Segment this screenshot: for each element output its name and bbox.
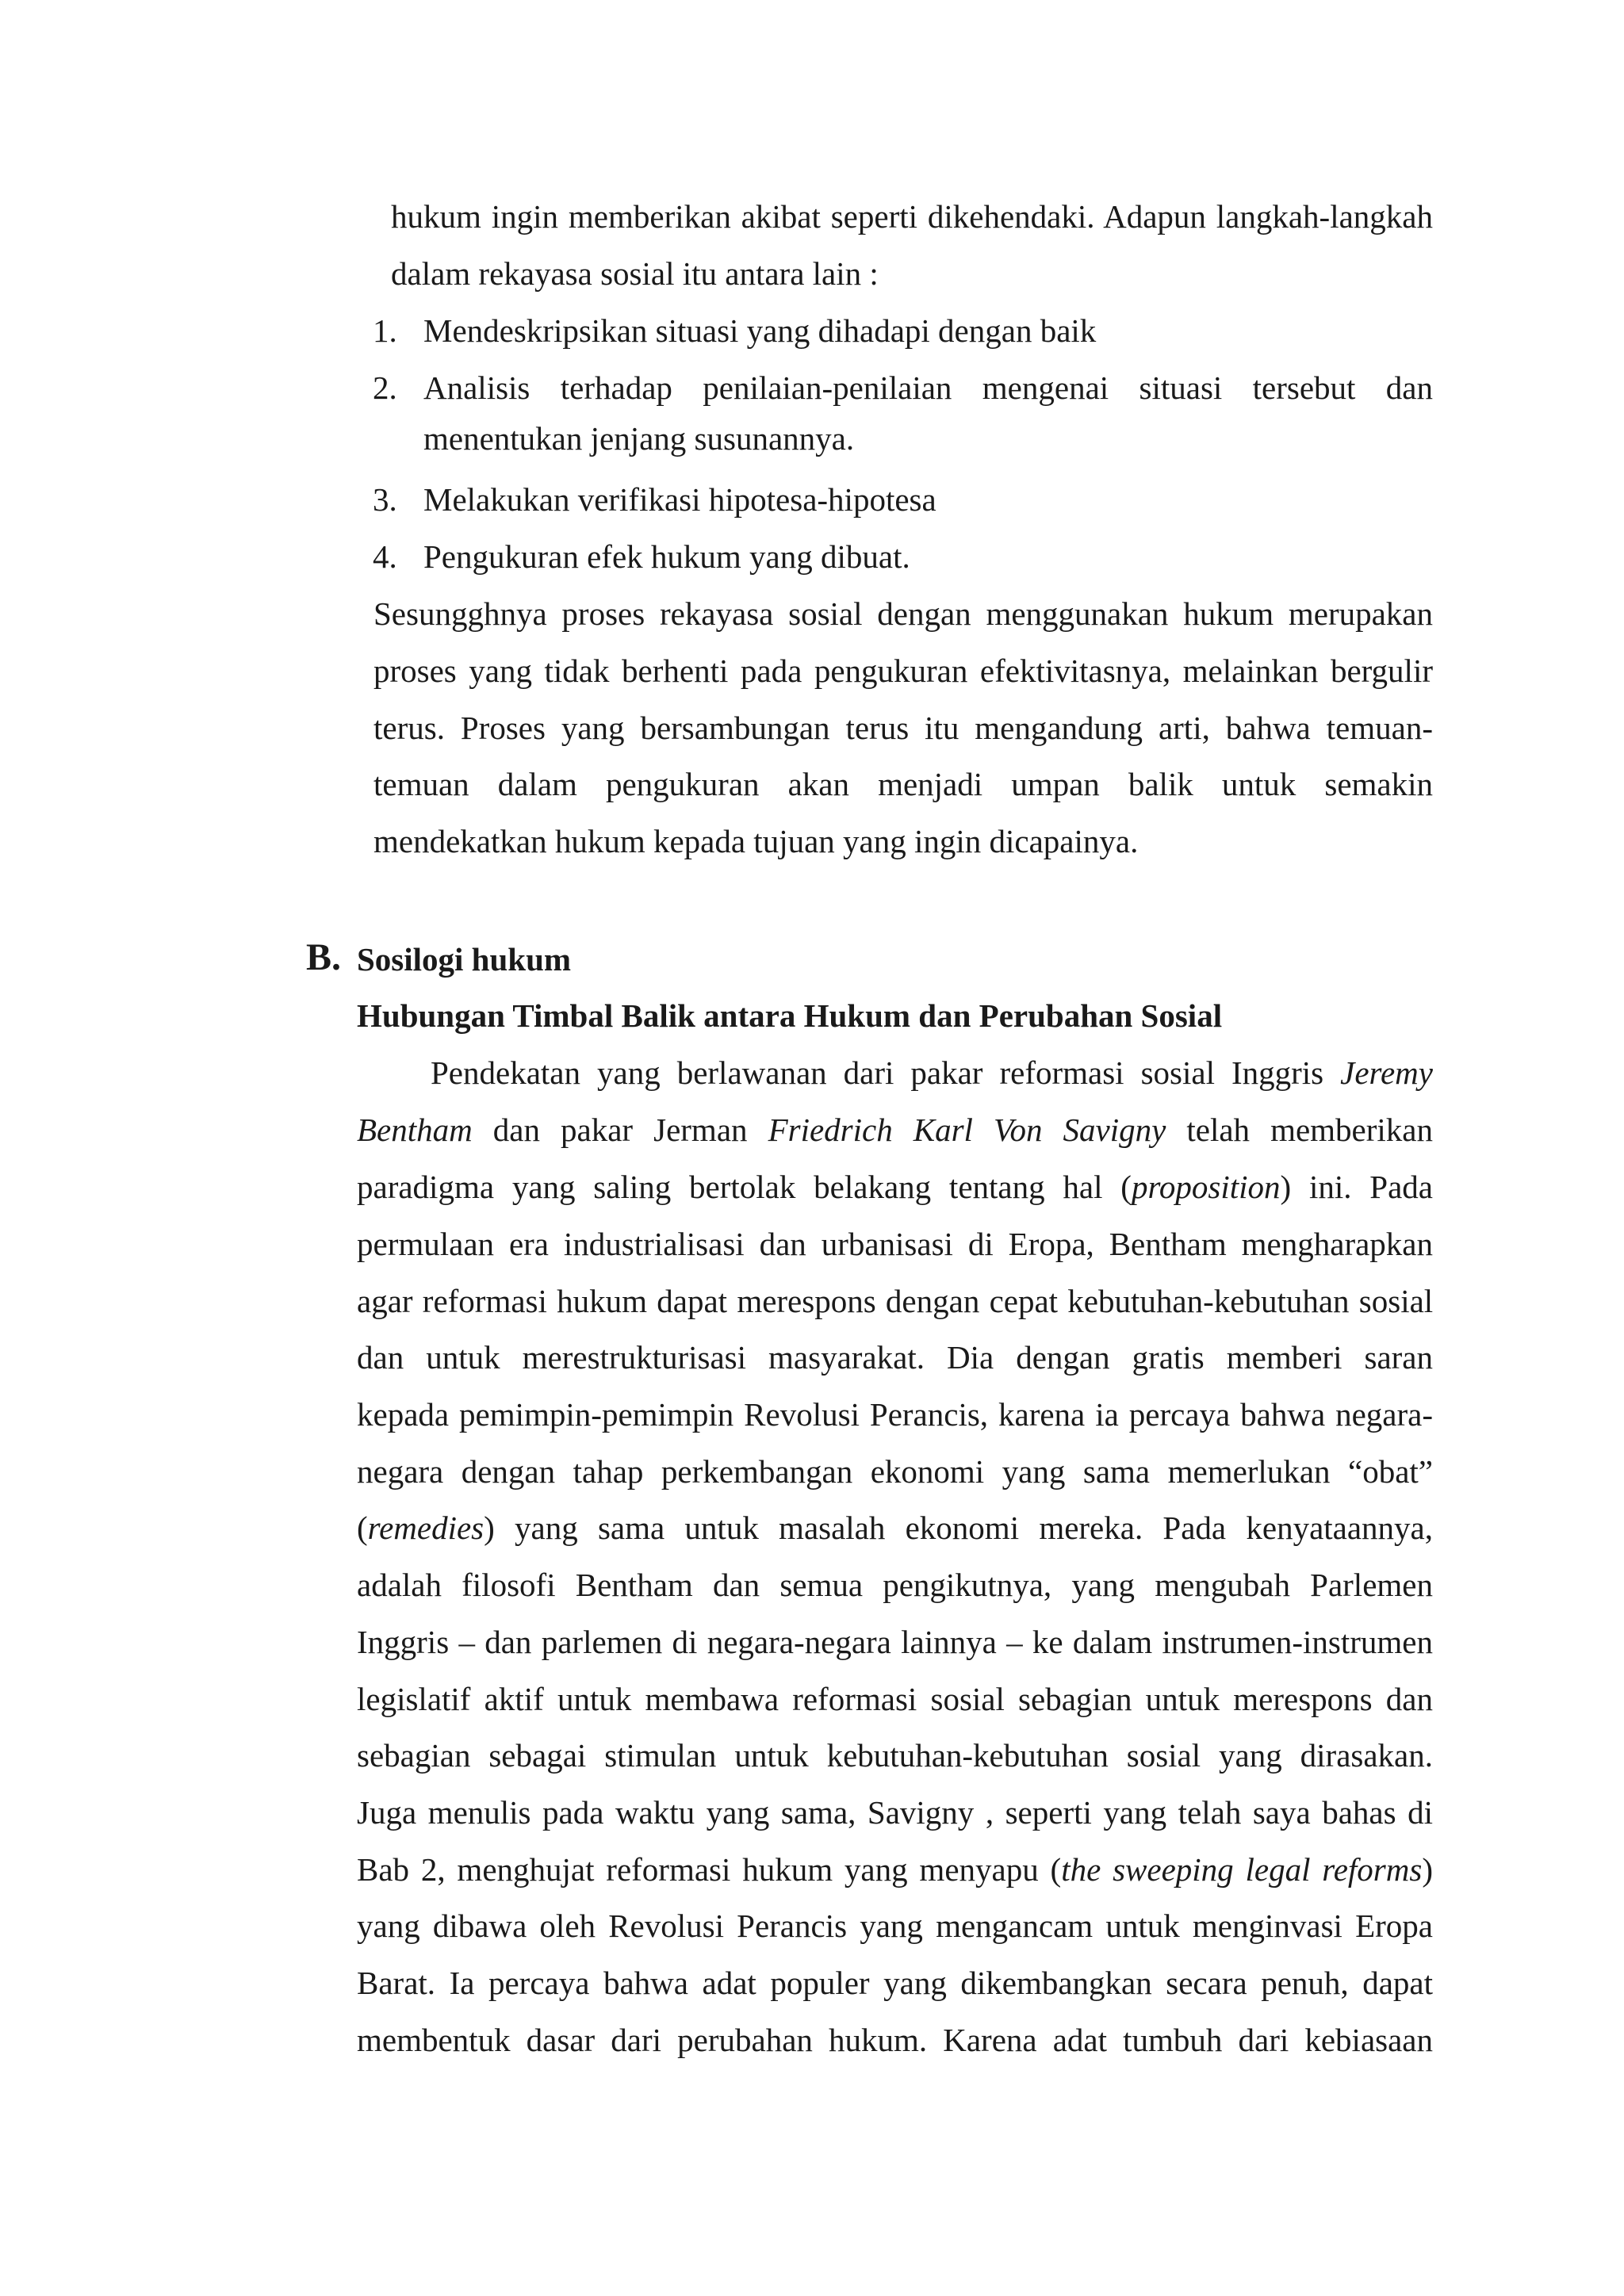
intro-line-2: dalam rekayasa sosial itu antara lain : [391,255,879,292]
body-line-13: sebagian sebagai stimulan untuk kebutuhan-kebutuhan sosial yang dirasakan. [357,1737,1433,1774]
body-line-14: Juga menulis pada waktu yang sama, Savigny , seperti yang telah saya bahas di [357,1794,1433,1831]
body-line-7: kepada pemimpin-pemimpin Revolusi Perancis, karena ia percaya bahwa negara- [357,1396,1433,1433]
body-line-3: paradigma yang saling bertolak belakang tentang hal (proposition) ini. Pada [357,1169,1433,1205]
step-text-1: Mendeskripsikan situasi yang dihadapi dengan baik [423,312,1097,349]
summary-line-2: proses yang tidak berhenti pada pengukuran efektivitasnya, melainkan bergulir [373,652,1433,689]
body-line-15: Bab 2, menghujat reformasi hukum yang menyapu (the sweeping legal reforms) [357,1851,1433,1888]
body-line-1: Pendekatan yang berlawanan dari pakar reformasi sosial Inggris Jeremy [431,1054,1433,1091]
body-line-2: Bentham dan pakar Jerman Friedrich Karl Von Savigny telah memberikan [357,1112,1433,1148]
step-number-4: 4. [373,538,397,575]
step-number-1: 1. [373,312,397,349]
section-title: Sosilogi hukum [357,941,572,978]
body-line-16: yang dibawa oleh Revolusi Perancis yang mengancam untuk menginvasi Eropa [357,1908,1433,1944]
step-text-4: Pengukuran efek hukum yang dibuat. [423,538,910,575]
body-line-4: permulaan era industrialisasi dan urbanisasi di Eropa, Bentham mengharapkan [357,1226,1433,1262]
body-line-18: membentuk dasar dari perubahan hukum. Karena adat tumbuh dari kebiasaan [357,2022,1433,2058]
body-line-12: legislatif aktif untuk membawa reformasi sosial sebagian untuk merespons dan [357,1681,1433,1717]
body-line-8: negara dengan tahap perkembangan ekonomi yang sama memerlukan “obat” [357,1453,1433,1490]
step-text-2-line-1: Analisis terhadap penilaian-penilaian mengenai situasi tersebut dan [423,369,1433,406]
body-line-9: (remedies) yang sama untuk masalah ekonomi mereka. Pada kenyataannya, [357,1510,1433,1546]
step-text-3: Melakukan verifikasi hipotesa-hipotesa [423,481,936,518]
body-line-11: Inggris – dan parlemen di negara-negara lainnya – ke dalam instrumen-instrumen [357,1624,1433,1660]
step-text-2-line-2: menentukan jenjang susunannya. [423,420,855,457]
body-line-6: dan untuk merestrukturisasi masyarakat. Dia dengan gratis memberi saran [357,1339,1433,1376]
summary-line-3: terus. Proses yang bersambungan terus itu mengandung arti, bahwa temuan- [373,710,1433,746]
step-number-3: 3. [373,481,397,518]
step-number-2: 2. [373,369,397,406]
body-line-5: agar reformasi hukum dapat merespons dengan cepat kebutuhan-kebutuhan sosial [357,1283,1434,1319]
section-subtitle: Hubungan Timbal Balik antara Hukum dan Perubahan Sosial [357,997,1223,1034]
body-line-10: adalah filosofi Bentham dan semua pengikutnya, yang mengubah Parlemen [357,1567,1433,1603]
section-letter: B. [306,936,342,978]
intro-line-1: hukum ingin memberikan akibat seperti dikehendaki. Adapun langkah-langkah [391,198,1433,235]
summary-line-1: Sesungghnya proses rekayasa sosial dengan menggunakan hukum merupakan [373,595,1433,632]
summary-line-5: mendekatkan hukum kepada tujuan yang ingin dicapainya. [373,823,1139,859]
body-line-17: Barat. Ia percaya bahwa adat populer yang dikembangkan secara penuh, dapat [357,1965,1433,2001]
summary-line-4: temuan dalam pengukuran akan menjadi umpan balik untuk semakin [373,766,1433,802]
